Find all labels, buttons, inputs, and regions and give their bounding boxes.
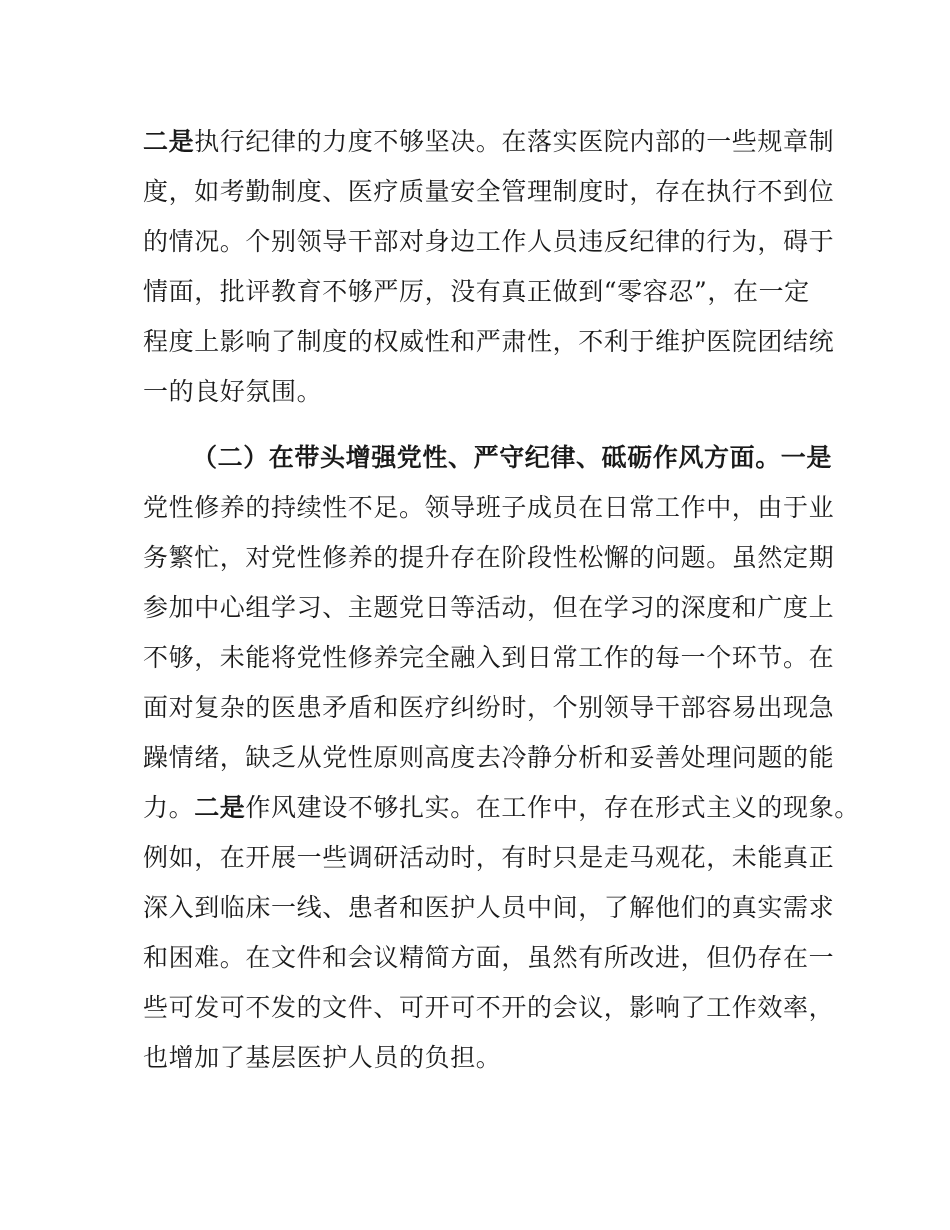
para1-line4: 情面，批评教育不够严厉，没有真正做到“零容忍”，在一定 xyxy=(143,277,810,306)
para2-line8 xyxy=(143,788,860,828)
para2-line5: 不够，未能将党性修养完全融入到日常工作的每一个环节。在 xyxy=(143,643,835,672)
para1-line1 xyxy=(143,122,834,162)
para2-line8-start: 力。 xyxy=(143,793,195,822)
para1-line6: 一的良好氛围。 xyxy=(143,377,323,406)
para2-line9: 例如，在开展一些调研活动时，有时只是走马观花，未能真正 xyxy=(143,843,835,872)
para2-line3: 务繁忙，对党性修养的提升存在阶段性松懈的问题。虽然定期 xyxy=(143,543,835,572)
para2-line8-text: 作风建设不够扎实。在工作中，存在形式主义的现象。 xyxy=(245,793,860,822)
para1-line2: 度，如考勤制度、医疗质量安全管理制度时，存在执行不到位 xyxy=(143,177,835,206)
para2-line4: 参加中心组学习、主题党日等活动，但在学习的深度和广度上 xyxy=(143,593,835,622)
para1-line5: 程度上影响了制度的权威性和严肃性，不利于维护医院团结统 xyxy=(143,327,835,356)
bold-lead-er-shi-2: 二是 xyxy=(194,793,246,822)
para2-line7: 躁情绪，缺乏从党性原则高度去冷静分析和妥善处理问题的能 xyxy=(143,743,835,772)
para2-line12: 些可发可不发的文件、可开可不开的会议，影响了工作效率， xyxy=(143,993,835,1022)
para2-line10: 深入到临床一线、患者和医护人员中间，了解他们的真实需求 xyxy=(143,893,835,922)
para2-line2: 党性修养的持续性不足。领导班子成员在日常工作中，由于业 xyxy=(143,493,835,522)
bold-lead-er-shi: 二是 xyxy=(143,127,195,156)
para1-line3: 的情况。个别领导干部对身边工作人员违反纪律的行为，碍于 xyxy=(143,227,835,256)
para2-line13: 也增加了基层医护人员的负担。 xyxy=(143,1043,502,1072)
para1-line1-text: 执行纪律的力度不够坚决。在落实医院内部的一些规章制 xyxy=(194,127,835,156)
para2-line6: 面对复杂的医患矛盾和医疗纠纷时，个别领导干部容易出现急 xyxy=(143,693,835,722)
para2-line11: 和困难。在文件和会议精简方面，虽然有所改进，但仍存在一 xyxy=(143,943,835,972)
section-heading: （二）在带头增强党性、严守纪律、砥砺作风方面。一是 xyxy=(192,443,833,472)
